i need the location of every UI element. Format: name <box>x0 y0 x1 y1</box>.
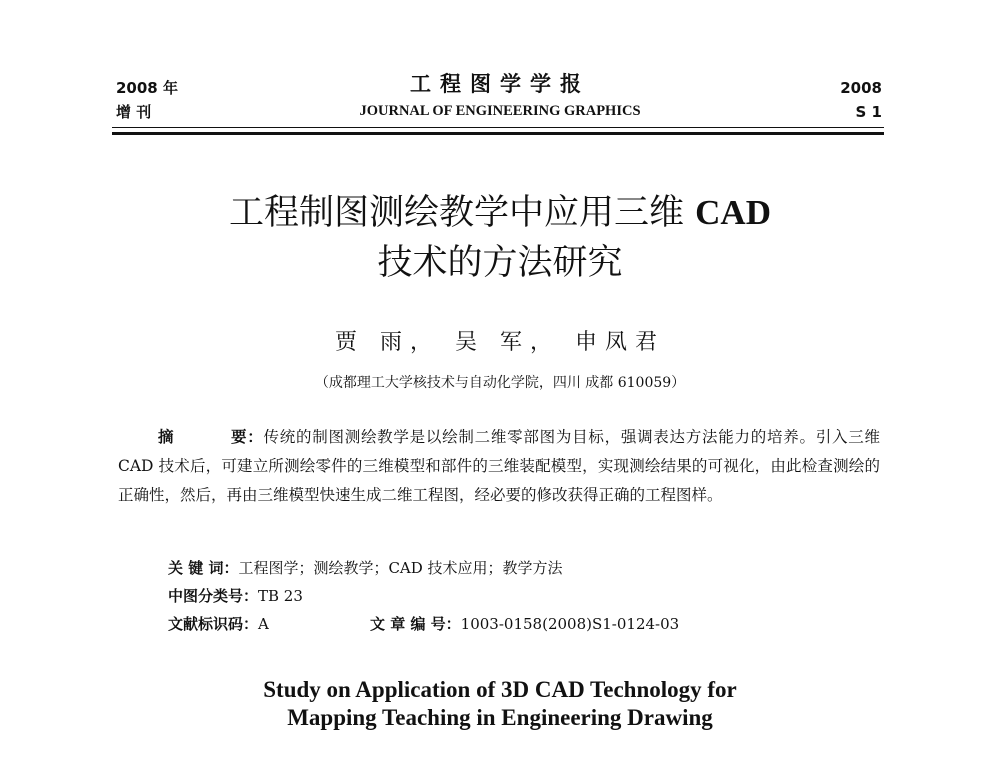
affiliation: （成都理工大学核技术与自动化学院，四川 成都 610059） <box>314 375 686 391</box>
classification-row <box>168 582 888 610</box>
keywords-value: 工程图学；测绘教学；CAD 技术应用；教学方法 <box>238 559 563 577</box>
abstract-label-2: 要： <box>230 428 264 446</box>
english-title-line-1: Study on Application of 3D CAD Technology for <box>263 677 737 702</box>
article-number <box>370 610 679 638</box>
title-line-1-latin: CAD <box>695 193 771 232</box>
title-line-1-cn: 工程制图测绘教学中应用三维 <box>229 193 685 233</box>
header-rule-thick <box>112 132 884 135</box>
classification-label: 中图分类号： <box>168 587 259 605</box>
classification-value: TB 23 <box>258 587 303 605</box>
paper-title <box>100 188 900 288</box>
english-title-line-2: Mapping Teaching in Engineering Drawing <box>287 705 713 730</box>
document-code-value: A <box>258 615 269 633</box>
abstract-label: 摘 <box>158 428 175 446</box>
english-title <box>100 676 900 732</box>
title-line-1 <box>100 188 900 238</box>
document-code-label: 文献标识码： <box>168 615 259 633</box>
header-year-right: 2008 <box>840 79 882 97</box>
abstract-text: 传统的制图测绘教学是以绘制二维零部图为目标，强调表达方法能力的培养。引入三维 CAD 技术后，可建立所测绘零件的三维模型和部件的三维装配模型，实现测绘结果的可视化，由此检查测绘的正确性，然后，再由三维模型快速生成二维工程图，经必要的修改获得正确的工程图样。 <box>118 428 880 504</box>
article-number-label: 文 章 编 号： <box>370 615 461 633</box>
header-year: 2008 年 <box>116 79 178 97</box>
title-line-2: 技术的方法研究 <box>377 243 623 283</box>
header-right <box>762 76 882 124</box>
author-list: 贾 雨， 吴 军， 申凤君 <box>335 330 665 355</box>
header-issue-right: S 1 <box>855 103 882 121</box>
journal-name-en: JOURNAL OF ENGINEERING GRAPHICS <box>359 103 641 119</box>
abstract <box>118 423 880 510</box>
header-rule-thin <box>112 127 884 128</box>
keywords-label: 关 键 词： <box>168 559 239 577</box>
document-code-row <box>168 610 888 638</box>
article-number-value: 1003-0158(2008)S1-0124-03 <box>460 615 680 633</box>
header-left <box>116 76 236 124</box>
header-journal <box>300 70 700 122</box>
journal-name-cn: 工程图学学报 <box>410 72 590 96</box>
keywords-row <box>168 554 888 582</box>
header-issue: 增 刊 <box>116 103 152 121</box>
